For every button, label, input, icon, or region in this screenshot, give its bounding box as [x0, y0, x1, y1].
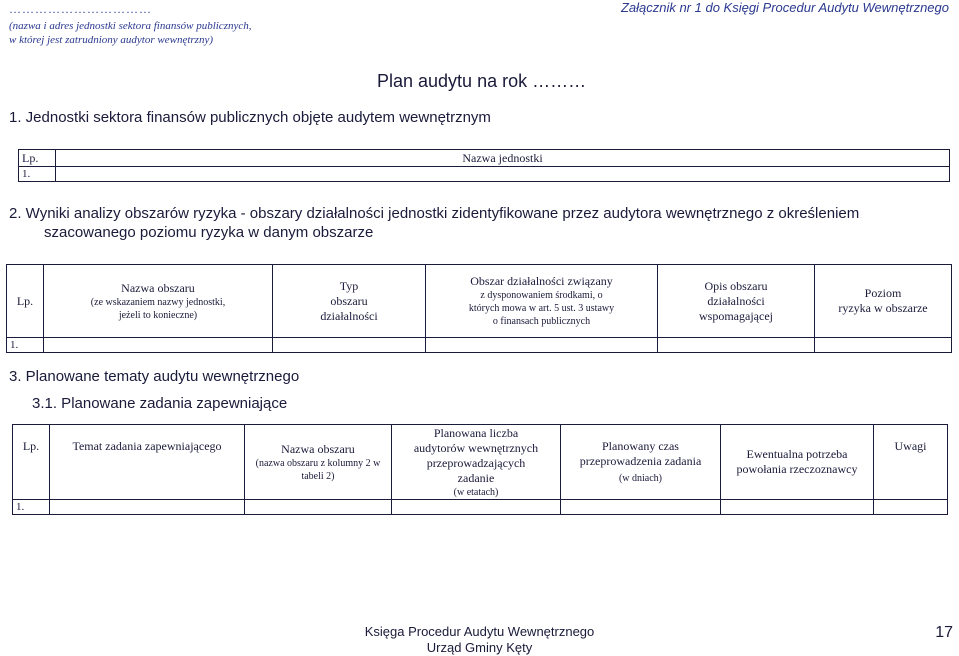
- section2-heading-line1: 2. Wyniki analizy obszarów ryzyka - obszary działalności jednostki zidentyfikowane przez audytora wewnętrznego z określeniem: [9, 205, 860, 222]
- table-row: [19, 167, 950, 182]
- col-lp: Lp.: [7, 265, 44, 338]
- footer-line1: Księga Procedur Audytu Wewnętrznego: [364, 624, 595, 639]
- col-area-name: Nazwa obszaru (ze wskazaniem nazwy jednostki, jeżeli to konieczne): [44, 265, 273, 338]
- audit-tasks-table: [12, 424, 948, 515]
- table-row: [7, 338, 952, 353]
- col-unit-name: Nazwa jednostki: [56, 150, 950, 167]
- col-support-desc: Opis obszaru działalności wspomagającej: [658, 265, 815, 338]
- table-header-row: [19, 150, 950, 167]
- col-area-name: Nazwa obszaru (nazwa obszaru z kolumny 2 w tabeli 2): [245, 425, 392, 500]
- risk-areas-table: [6, 264, 952, 353]
- table-header-row: [13, 425, 948, 500]
- col-risk-level: Poziom ryzyka w obszarze: [815, 265, 952, 338]
- units-table: [18, 149, 950, 182]
- section2-heading-line2: szacowanego poziomu ryzyka w danym obszarze: [44, 224, 374, 241]
- unit-note-line2: w której jest zatrudniony audytor wewnętrzny): [9, 34, 213, 46]
- table-row: [13, 500, 948, 515]
- section31-heading: 3.1. Planowane zadania zapewniające: [32, 395, 288, 412]
- plan-title: Plan audytu na rok ………: [377, 71, 587, 91]
- col-remarks: Uwagi: [874, 425, 948, 500]
- col-auditors-count: Planowana liczba audytorów wewnętrznych przeprowadzających zadanie (w etatach): [392, 425, 561, 500]
- table-header-row: [7, 265, 952, 338]
- unit-note-line1: (nazwa i adres jednostki sektora finansów publicznych,: [9, 20, 252, 32]
- col-lp: Lp.: [13, 425, 50, 500]
- row-lp: 1.: [19, 167, 56, 182]
- col-lp: Lp.: [19, 150, 56, 167]
- row-unit-name: [56, 167, 950, 182]
- col-area-type: Typ obszaru działalności: [273, 265, 426, 338]
- col-funds-area: Obszar działalności związany z dysponowaniem środkami, o których mowa w art. 5 ust. 3 ustawy o finansach publicznych: [426, 265, 658, 338]
- page-number: 17: [935, 624, 953, 641]
- section3-heading: 3. Planowane tematy audytu wewnętrznego: [9, 368, 300, 385]
- col-task-topic: Temat zadania zapewniającego: [50, 425, 245, 500]
- col-expert-need: Ewentualna potrzeba powołania rzeczoznawcy: [721, 425, 874, 500]
- unit-name-placeholder: ……………………………: [9, 2, 152, 16]
- annex-label: Załącznik nr 1 do Księgi Procedur Audytu Wewnętrznego: [620, 0, 949, 15]
- section1-heading: 1. Jednostki sektora finansów publicznych objęte audytem wewnętrznym: [9, 109, 491, 126]
- footer-line2: Urząd Gminy Kęty: [426, 640, 533, 655]
- col-planned-time: Planowany czas przeprowadzenia zadania (w dniach): [561, 425, 721, 500]
- row-lp: 1.: [13, 500, 50, 515]
- row-lp: 1.: [7, 338, 44, 353]
